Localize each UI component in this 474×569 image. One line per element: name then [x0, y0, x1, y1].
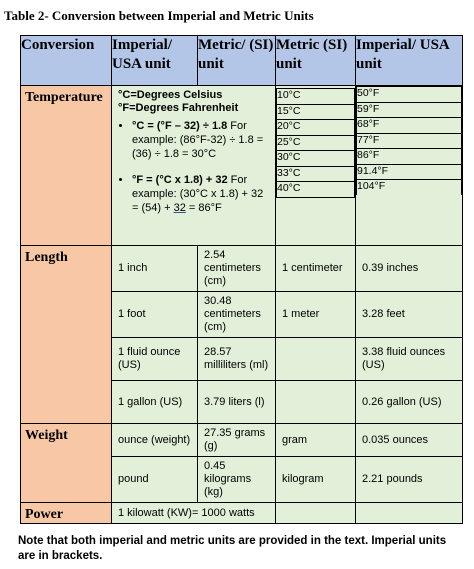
- header-imperial: Imperial/ USA unit: [112, 36, 198, 86]
- imperial-cell-2: 2.21 pounds: [356, 457, 463, 503]
- header-metric: Metric/ (SI) unit: [198, 36, 276, 86]
- category-length: Length: [21, 246, 112, 424]
- formula-c-to-f: • °F = (°C x 1.8) + 32 For example: (30°C x 1.8) + 32 = (54) + 32 = 86°F: [132, 173, 269, 215]
- imperial-cell: 1 gallon (US): [112, 381, 198, 424]
- power-empty-cell: [276, 503, 356, 524]
- imperial-cell: ounce (weight): [112, 424, 198, 457]
- imperial-cell-2: 0.39 inches: [356, 246, 463, 292]
- header-metric-2: Metric (SI) unit: [276, 36, 356, 86]
- metric-cell: 3.79 liters (l): [198, 381, 276, 424]
- header-imperial-2: Imperial/ USA unit: [356, 36, 463, 86]
- imperial-cell-2: 0.035 ounces: [356, 424, 463, 457]
- celsius-definition: °C=Degrees Celsius: [118, 89, 223, 101]
- power-row: [21, 503, 463, 524]
- celsius-value: 25°C: [277, 135, 355, 151]
- imperial-cell-2: 3.28 feet: [356, 292, 463, 338]
- celsius-value: 30°C: [277, 151, 355, 167]
- fahrenheit-definition: °F=Degrees Fahrenheit: [118, 102, 239, 114]
- formula-f-to-c: • °C = (°F – 32) ÷ 1.8 For example: (86°F-32) ÷ 1.8 = (36) ÷ 1.8 = 30°C: [132, 119, 269, 161]
- fahrenheit-list: [356, 86, 463, 246]
- temperature-definitions: [112, 86, 276, 246]
- fahrenheit-value: 50°F: [357, 87, 462, 103]
- category-power: Power: [21, 503, 112, 524]
- metric-cell-2: 1 meter: [276, 292, 356, 338]
- length-row: [21, 246, 463, 292]
- celsius-value: 40°C: [277, 182, 355, 198]
- metric-cell-2: 1 centimeter: [276, 246, 356, 292]
- imperial-cell: 1 foot: [112, 292, 198, 338]
- imperial-cell-2: 0.26 gallon (US): [356, 381, 463, 424]
- metric-cell-2: kilogram: [276, 457, 356, 503]
- category-weight: Weight: [21, 424, 112, 503]
- power-value: 1 kilowatt (KW)= 1000 watts: [112, 503, 276, 524]
- fahrenheit-value: 68°F: [357, 118, 462, 134]
- metric-cell-2: [276, 338, 356, 381]
- fahrenheit-value: 86°F: [357, 149, 462, 165]
- power-empty-cell: [356, 503, 463, 524]
- metric-cell: 0.45 kilograms (kg): [198, 457, 276, 503]
- metric-cell-2: [276, 381, 356, 424]
- table-caption: Table 2- Conversion between Imperial and Metric Units: [4, 8, 314, 23]
- metric-cell: 2.54 centimeters (cm): [198, 246, 276, 292]
- weight-row: [21, 424, 463, 457]
- fahrenheit-value: 104°F: [357, 180, 462, 195]
- celsius-value: 15°C: [277, 104, 355, 120]
- imperial-cell: 1 fluid ounce (US): [112, 338, 198, 381]
- temperature-row: [21, 86, 463, 246]
- imperial-cell-2: 3.38 fluid ounces (US): [356, 338, 463, 381]
- imperial-cell: 1 inch: [112, 246, 198, 292]
- celsius-value: 20°C: [277, 120, 355, 136]
- celsius-list: [276, 86, 356, 246]
- footnote: Note that both imperial and metric units are provided in the text. Imperial units are in brackets.: [18, 535, 447, 562]
- category-temperature: Temperature: [21, 86, 112, 246]
- header-row: [21, 36, 463, 86]
- celsius-value: 33°C: [277, 166, 355, 182]
- metric-cell: 27.35 grams (g): [198, 424, 276, 457]
- formula-list: [118, 119, 269, 215]
- fahrenheit-value: 77°F: [357, 133, 462, 149]
- imperial-cell: pound: [112, 457, 198, 503]
- metric-cell: 30.48 centimeters (cm): [198, 292, 276, 338]
- conversion-table: [20, 35, 463, 524]
- header-conversion: Conversion: [21, 36, 112, 86]
- metric-cell-2: gram: [276, 424, 356, 457]
- metric-cell: 28.57 milliliters (ml): [198, 338, 276, 381]
- fahrenheit-value: 59°F: [357, 102, 462, 118]
- fahrenheit-value: 91.4°F: [357, 164, 462, 180]
- celsius-value: 10°C: [277, 89, 355, 105]
